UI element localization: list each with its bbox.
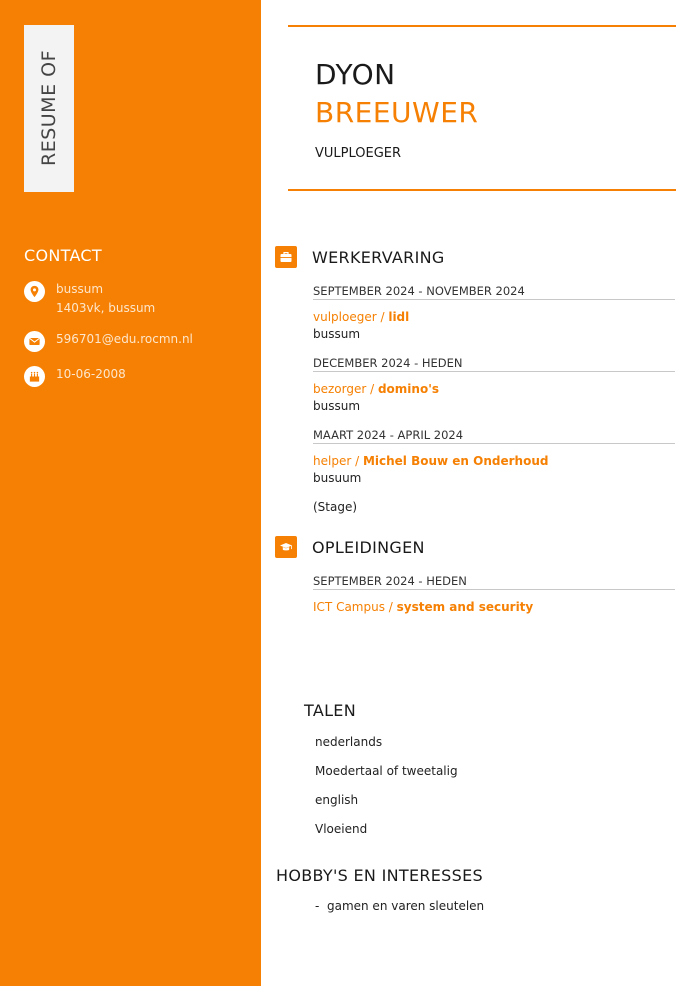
address-line-2: 1403vk, bussum (56, 301, 156, 315)
experience-1-role (313, 310, 409, 324)
address (56, 280, 155, 318)
map-pin-icon (24, 281, 45, 302)
hobby-bullet: - (315, 899, 327, 913)
experience-1-role-label: vulploeger / (313, 310, 389, 324)
experience-3-role-label: helper / (313, 454, 363, 468)
briefcase-icon (275, 246, 297, 268)
hobbies-title: HOBBY'S EN INTERESSES (276, 866, 483, 885)
experience-2-role-label: bezorger / (313, 382, 378, 396)
experience-1-dates: SEPTEMBER 2024 - NOVEMBER 2024 (313, 284, 675, 300)
address-line-1: bussum (56, 282, 104, 296)
languages-title: TALEN (304, 701, 356, 720)
email-link[interactable]: 596701@edu.rocmn.nl (56, 332, 193, 346)
experience-3-place: busuum (313, 471, 362, 485)
header-bottom-rule (288, 189, 676, 191)
resume-label: RESUME OF (38, 50, 60, 166)
last-name: BREEUWER (315, 96, 479, 129)
envelope-icon (24, 331, 45, 352)
birthdate: 10-06-2008 (56, 367, 126, 381)
first-name: DYON (315, 58, 396, 91)
experience-1-place: bussum (313, 327, 361, 341)
hobby-text: gamen en varen sleutelen (326, 899, 485, 913)
hobby-item (315, 899, 484, 913)
experience-title: WERKERVARING (312, 248, 445, 267)
contact-title: CONTACT (24, 246, 102, 265)
experience-1-employer: lidl (388, 310, 410, 324)
resume-tab (24, 25, 74, 192)
experience-2-dates: DECEMBER 2024 - HEDEN (313, 356, 675, 372)
language-2-level: Vloeiend (315, 822, 368, 836)
experience-3-role (313, 454, 548, 468)
experience-3-dates: MAART 2024 - APRIL 2024 (313, 428, 675, 444)
job-title: VULPLOEGER (315, 146, 402, 161)
language-1-level: Moedertaal of tweetalig (315, 764, 458, 778)
experience-3-employer: Michel Bouw en Onderhoud (362, 454, 549, 468)
experience-2-place: bussum (313, 399, 361, 413)
education-1-program: system and security (396, 600, 534, 614)
experience-2-employer: domino's (377, 382, 440, 396)
education-1-role (313, 600, 533, 614)
header-top-rule (288, 25, 676, 27)
education-title: OPLEIDINGEN (312, 538, 425, 557)
education-1-dates: SEPTEMBER 2024 - HEDEN (313, 574, 675, 590)
language-2: english (315, 793, 359, 807)
birthday-cake-icon (24, 366, 45, 387)
experience-2-role (313, 382, 439, 396)
sidebar (0, 0, 261, 986)
graduation-cap-icon (275, 536, 297, 558)
language-1: nederlands (315, 735, 383, 749)
experience-3-note: (Stage) (313, 500, 358, 514)
education-1-school: ICT Campus / (313, 600, 397, 614)
